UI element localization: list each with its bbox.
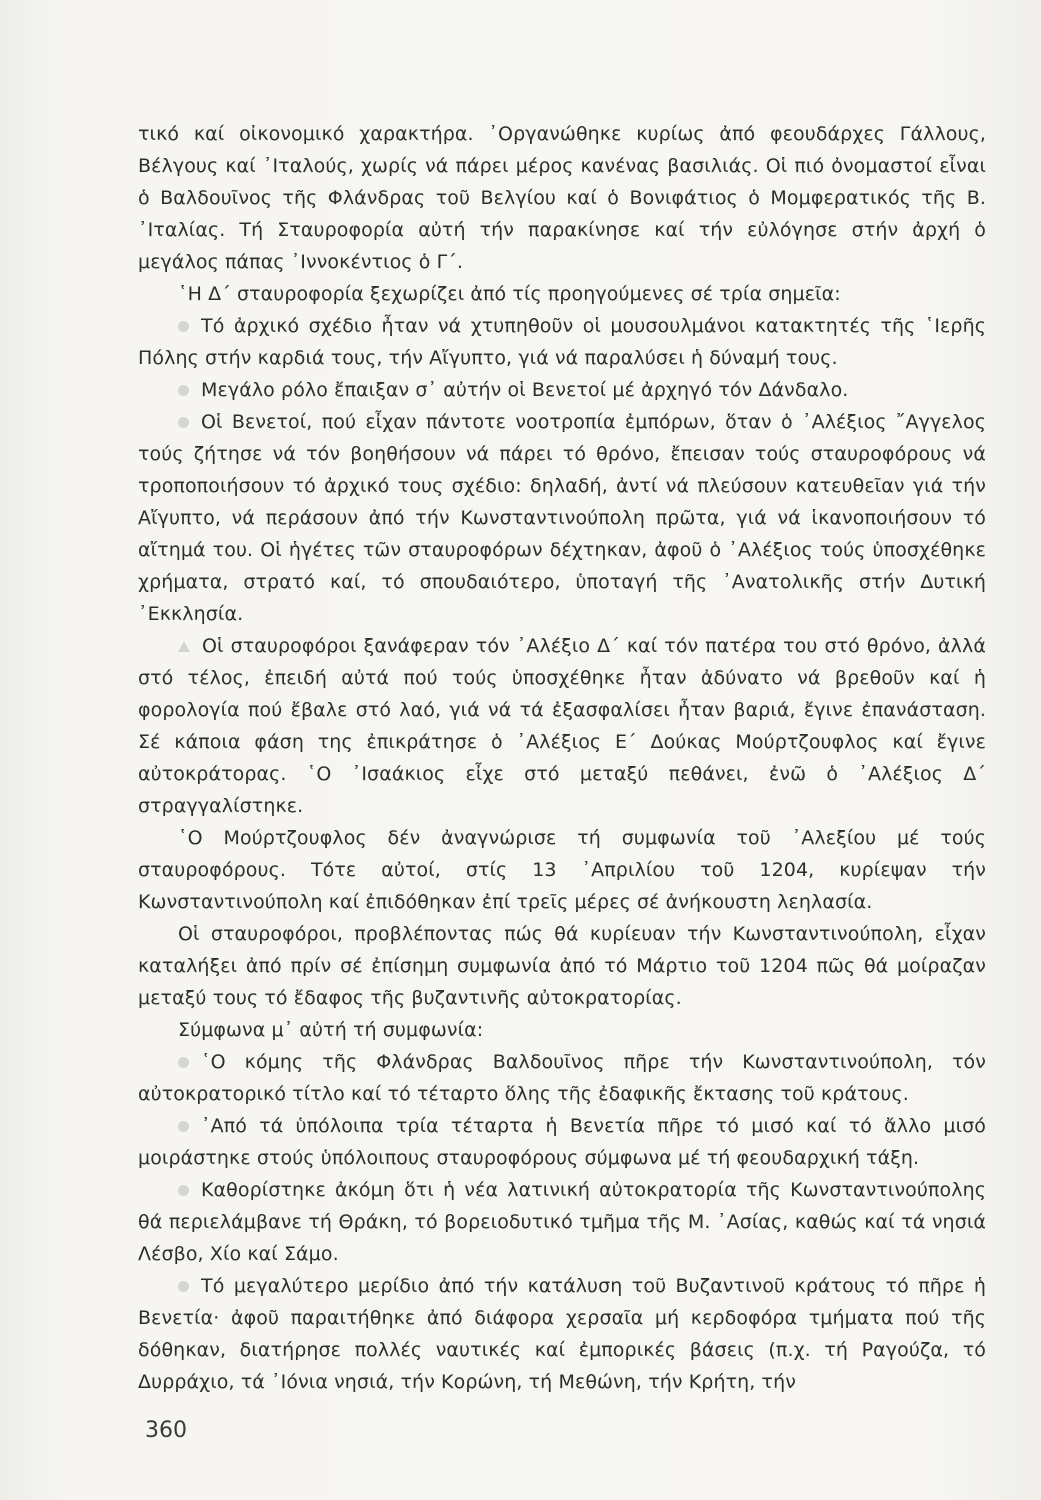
bullet-paragraph	[138, 310, 986, 374]
bullet-paragraph	[138, 1270, 986, 1398]
bullet-dot-icon	[178, 1281, 189, 1292]
paragraph-text: ῾Ο κόμης τῆς Φλάνδρας Βαλδουῖνος πῆρε τήν Κωνσταντινούπολη, τόν αὐτοκρατορικό τίτλο καί τό τέταρτο ὅλης τῆς ἐδαφικῆς ἔκτασης τοῦ κράτους.	[138, 1051, 986, 1105]
body-text	[138, 118, 986, 1398]
bullet-paragraph	[138, 1110, 986, 1174]
paragraph-text: Μεγάλο ρόλο ἔπαιξαν σ᾽ αὐτήν οἱ Βενετοί μέ ἀρχηγό τόν Δάνδαλο.	[201, 379, 849, 401]
bullet-paragraph	[138, 1046, 986, 1110]
triangle-bullet-icon	[178, 641, 190, 652]
paragraph-text: Τό ἀρχικό σχέδιο ἦταν νά χτυπηθοῦν οἱ μουσουλμάνοι κατακτητές τῆς ῾Ιερῆς Πόλης στήν καρδιά τους, τήν Αἴγυπτο, γιά νά παραλύσει ἡ δύναμή τους.	[138, 315, 986, 369]
paragraph-text: Οἱ σταυροφόροι ξανάφεραν τόν ᾽Αλέξιο Δ΄ καί τόν πατέρα του στό θρόνο, ἀλλά στό τέλος, ἐπειδή αὐτά πού τούς ὑποσχέθηκε ἦταν ἀδύνατο νά βρεθοῦν καί ἡ φορολογία πού ἔβαλε στό λαό, γιά νά τά ἐξασφαλίσει ἦταν βαριά, ἔγινε ἐπανάσταση. Σέ κάποια φάση της ἐπικράτησε ὁ ᾽Αλέξιος Ε΄ Δούκας Μούρτζουφλος καί ἔγινε αὐτοκράτορας. ῾Ο ᾽Ισαάκιος εἶχε στό μεταξύ πεθάνει, ἐνῶ ὁ ᾽Αλέξιος Δ΄ στραγγαλίστηκε.	[138, 635, 986, 817]
bullet-dot-icon	[178, 385, 189, 396]
bullet-paragraph	[138, 630, 986, 822]
bullet-dot-icon	[178, 417, 189, 428]
bullet-dot-icon	[178, 1057, 189, 1068]
bullet-paragraph	[138, 406, 986, 630]
bullet-paragraph	[138, 374, 986, 406]
paragraph: Οἱ σταυροφόροι, προβλέποντας πώς θά κυρίευαν τήν Κωνσταντινούπολη, εἶχαν καταλήξει ἀπό πρίν σέ ἐπίσημη συμφωνία ἀπό τό Μάρτιο τοῦ 1204 πῶς θά μοίραζαν μεταξύ τους τό ἔδαφος τῆς βυζαντινῆς αὐτοκρατορίας.	[138, 923, 986, 1009]
paragraph: Σύμφωνα μ᾽ αὐτή τή συμφωνία:	[178, 1019, 484, 1041]
bullet-dot-icon	[178, 1121, 189, 1132]
paragraph-text: Καθορίστηκε ἀκόμη ὅτι ἡ νέα λατινική αὐτοκρατορία τῆς Κωνσταντινούπολης θά περιελάμβανε τή Θράκη, τό βορειοδυτικό τμῆμα τῆς Μ. ᾽Ασίας, καθώς καί τά νησιά Λέσβο, Χίο καί Σάμο.	[138, 1179, 986, 1265]
paragraph-text: ᾽Από τά ὑπόλοιπα τρία τέταρτα ἡ Βενετία πῆρε τό μισό καί τό ἄλλο μισό μοιράστηκε στούς ὑπόλοιπους σταυροφόρους σύμφωνα μέ τή φεουδαρχική τάξη.	[138, 1115, 986, 1169]
page-number: 360	[145, 1418, 187, 1443]
bullet-paragraph	[138, 1174, 986, 1270]
bullet-dot-icon	[178, 1185, 189, 1196]
paragraph-text: Οἱ Βενετοί, πού εἶχαν πάντοτε νοοτροπία ἐμπόρων, ὅταν ὁ ᾽Αλέξιος ῎Αγγελος τούς ζήτησε νά τόν βοηθήσουν νά πάρει τό θρόνο, ἔπεισαν τούς σταυροφόρους νά τροποποιήσουν τό ἀρχικό τους σχέδιο: δηλαδή, ἀντί νά πλεύσουν κατευθεῖαν γιά τήν Αἴγυπτο, νά περάσουν ἀπό τήν Κωνσταντινούπολη πρῶτα, γιά νά ἱκανοποιήσουν τό αἴτημά του. Οἱ ἡγέτες τῶν σταυροφόρων δέχτηκαν, ἀφοῦ ὁ ᾽Αλέξιος τούς ὑποσχέθηκε χρήματα, στρατό καί, τό σπουδαιότερο, ὑποταγή τῆς ᾽Ανατολικῆς στήν Δυτική ᾽Εκκλησία.	[138, 411, 986, 625]
paragraph: ῾Η Δ΄ σταυροφορία ξεχωρίζει ἀπό τίς προηγούμενες σέ τρία σημεῖα:	[178, 283, 841, 305]
paragraph: τικό καί οἰκονομικό χαρακτήρα. ᾽Οργανώθηκε κυρίως ἀπό φεουδάρχες Γάλλους, Βέλγους καί ᾽Ιταλούς, χωρίς νά πάρει μέρος κανένας βασιλιάς. Οἱ πιό ὀνομαστοί εἶναι ὁ Βαλδουῖνος τῆς Φλάνδρας τοῦ Βελγίου καί ὁ Βονιφάτιος ὁ Μομφερατικός τῆς Β. ᾽Ιταλίας. Τή Σταυροφορία αὐτή τήν παρακίνησε καί τήν εὐλόγησε στήν ἀρχή ὁ μεγάλος πάπας ᾽Ιννοκέντιος ὁ Γ΄.	[138, 123, 986, 273]
paragraph: ῾Ο Μούρτζουφλος δέν ἀναγνώρισε τή συμφωνία τοῦ ᾽Αλεξίου μέ τούς σταυροφόρους. Τότε αὐτοί, στίς 13 ᾽Απριλίου τοῦ 1204, κυρίεψαν τήν Κωνσταντινούπολη καί ἐπιδόθηκαν ἐπί τρεῖς μέρες σέ ἀνήκουστη λεηλασία.	[138, 827, 986, 913]
bullet-dot-icon	[178, 321, 189, 332]
paragraph-text: Τό μεγαλύτερο μερίδιο ἀπό τήν κατάλυση τοῦ Βυζαντινοῦ κράτους τό πῆρε ἡ Βενετία· ἀφοῦ παραιτήθηκε ἀπό διάφορα χερσαῖα μή κερδοφόρα τμήματα πού τῆς δόθηκαν, διατήρησε πολλές ναυτικές καί ἐμπορικές βάσεις (π.χ. τή Ραγούζα, τό Δυρράχιο, τά ᾽Ιόνια νησιά, τήν Κορώνη, τή Μεθώνη, τήν Κρήτη, τήν	[138, 1275, 986, 1393]
